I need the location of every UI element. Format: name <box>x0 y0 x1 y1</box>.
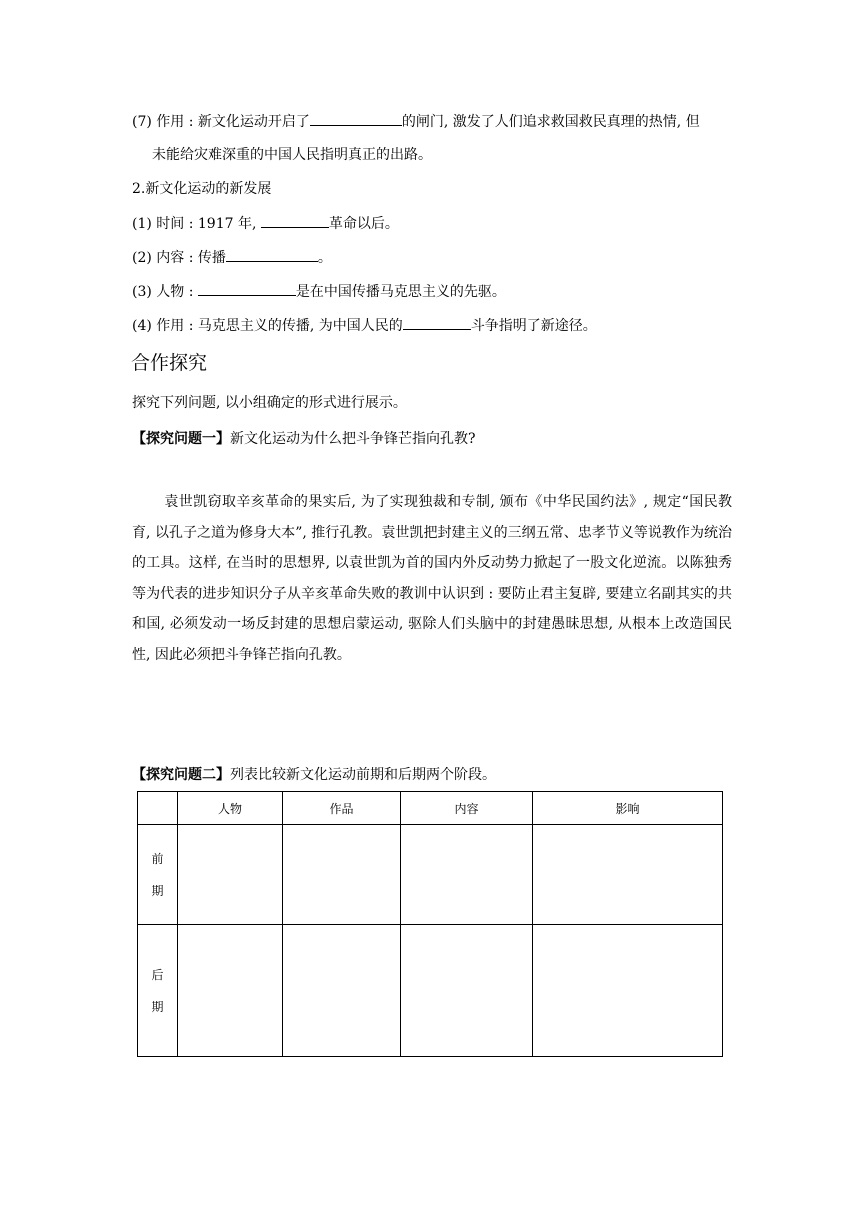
table-cell[interactable] <box>283 825 401 925</box>
fill-blank[interactable] <box>403 315 471 330</box>
header-cell: 人物 <box>178 792 283 825</box>
item-7-line <box>132 111 700 132</box>
question-1-answer <box>132 487 732 670</box>
item-7-suffix: 的闸门, 激发了人们追求救国救民真理的热情, 但 <box>401 114 700 130</box>
item-4-line <box>132 315 597 336</box>
row-label-cell <box>138 925 178 1057</box>
fill-blank[interactable] <box>261 213 329 228</box>
table-cell[interactable] <box>178 825 283 925</box>
item-7-prefix: (7) 作用 : 新文化运动开启了 <box>132 114 310 130</box>
fill-blank[interactable] <box>310 111 402 126</box>
header-cell <box>138 792 178 825</box>
intro-text: 探究下列问题, 以小组确定的形式进行展示。 <box>132 395 407 411</box>
question-1-label: 【探究问题一】 <box>132 431 230 447</box>
item-7-continuation: 未能给灾难深重的中国人民指明真正的出路。 <box>152 147 432 163</box>
table-row <box>138 925 723 1057</box>
item-3-prefix: (3) 人物 : <box>132 284 194 300</box>
table-header-row <box>138 792 723 825</box>
question-1-text: 新文化运动为什么把斗争锋芒指向孔教? <box>230 431 476 447</box>
row-label-char: 前 <box>151 851 164 866</box>
question-2-label: 【探究问题二】 <box>132 767 230 783</box>
fill-blank[interactable] <box>226 247 318 262</box>
item-2-line <box>132 247 332 268</box>
table-cell[interactable] <box>178 925 283 1057</box>
item-1-prefix: (1) 时间 : 1917 年, <box>132 216 257 232</box>
table-cell[interactable] <box>533 925 723 1057</box>
question-1 <box>132 429 476 449</box>
table-cell[interactable] <box>533 825 723 925</box>
table-row <box>138 825 723 925</box>
item-3-line <box>132 281 506 302</box>
item-4-suffix: 斗争指明了新途径。 <box>470 318 597 334</box>
item-1-suffix: 革命以后。 <box>328 216 399 232</box>
section-heading: 合作探究 <box>131 352 208 374</box>
header-cell: 影响 <box>533 792 723 825</box>
item-1-line <box>132 213 399 234</box>
item-3-suffix: 是在中国传播马克思主义的先驱。 <box>295 284 506 300</box>
section-2-title: 2.新文化运动的新发展 <box>132 181 272 197</box>
table-cell[interactable] <box>283 925 401 1057</box>
answer-text: 袁世凯窃取辛亥革命的果实后, 为了实现独裁和专制, 颁布《中华民国约法》, 规定“国民教育, 以孔子之道为修身大本”, 推行孔教。袁世凯把封建主义的三纲五常、忠孝节义等说教作为统治的工具。这样, 在当时的思想界, 以袁世凯为首的国内外反动势力掀起了一股文化逆流。以陈独秀等为代表的进步知识分子从辛亥革命失败的教训中认识到 : 要防止君主复辟, 要建立名副其实的共和国, 必须发动一场反封建的思想启蒙运动, 驱除人们头脑中的封建愚昧思想, 从根本上改造国民性, 因此必须把斗争锋芒指向孔教。 <box>132 494 732 663</box>
header-cell: 作品 <box>283 792 401 825</box>
row-label-cell <box>138 825 178 925</box>
question-2-text: 列表比较新文化运动前期和后期两个阶段。 <box>230 767 496 783</box>
table-cell[interactable] <box>401 825 533 925</box>
item-2-suffix: 。 <box>317 250 332 266</box>
header-cell: 内容 <box>401 792 533 825</box>
table-cell[interactable] <box>401 925 533 1057</box>
item-2-prefix: (2) 内容 : 传播 <box>132 250 226 266</box>
row-label-char: 期 <box>151 999 164 1014</box>
fill-blank[interactable] <box>198 281 296 296</box>
item-4-prefix: (4) 作用 : 马克思主义的传播, 为中国人民的 <box>132 318 403 334</box>
comparison-table <box>137 791 723 1057</box>
question-2 <box>132 765 496 785</box>
row-label-char: 后 <box>151 967 164 982</box>
row-label-char: 期 <box>151 883 164 898</box>
